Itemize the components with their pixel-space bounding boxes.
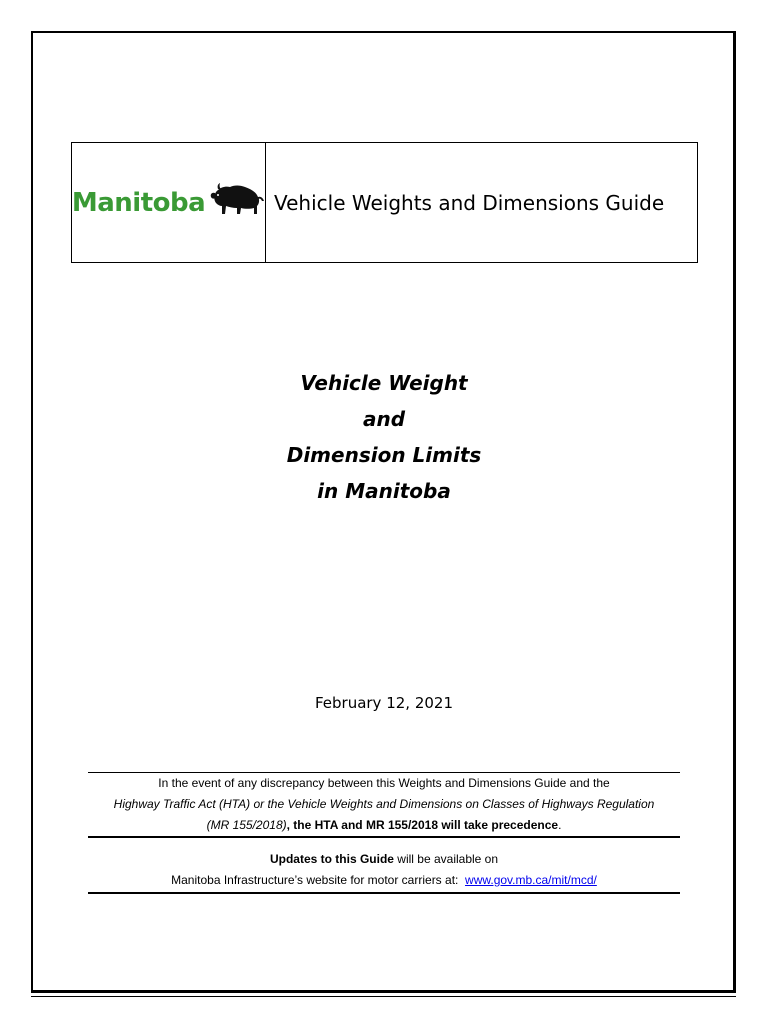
updates-text: will be available on: [393, 852, 499, 866]
disclaimer-line-3: [88, 815, 680, 836]
mcd-website-link[interactable]: www.gov.mb.ca/mit/mcd/: [465, 873, 597, 887]
updates-heading: Updates to this Guide: [269, 852, 394, 866]
divider-bottom: [88, 892, 680, 894]
logo-wordmark: Manitoba: [71, 187, 206, 218]
disclaimer-period: .: [558, 818, 562, 832]
disclaimer-line-1: In the event of any discrepancy between this Weights and Dimensions Guide and the: [158, 776, 610, 790]
disclaimer-notice: [88, 773, 680, 836]
logo-cell: [72, 143, 266, 262]
disclaimer-line-2: Highway Traffic Act (HTA) or the Vehicle Weights and Dimensions on Classes of Highways Regulation: [113, 797, 655, 811]
regulation-reference: (MR 155/2018): [206, 818, 287, 832]
main-title-line-3: Dimension Limits: [286, 443, 482, 467]
title-cell: [266, 143, 697, 262]
main-title-line-1: Vehicle Weight: [300, 371, 468, 395]
bison-icon: [209, 182, 265, 223]
guide-title: Vehicle Weights and Dimensions Guide: [274, 190, 665, 215]
publication-date: February 12, 2021: [314, 694, 454, 712]
website-intro-text: Manitoba Infrastructure’s website for motor carriers at:: [171, 873, 466, 887]
main-title-line-4: in Manitoba: [317, 479, 451, 503]
main-title: [0, 365, 768, 509]
main-title-line-2: and: [362, 407, 406, 431]
precedence-statement: , the HTA and MR 155/2018 will take precedence: [286, 818, 559, 832]
updates-notice: [88, 849, 680, 891]
updates-line-1: [88, 849, 680, 870]
divider-middle: [88, 836, 680, 838]
manitoba-logo: [72, 182, 265, 223]
updates-line-2: [88, 870, 680, 891]
document-header: [71, 142, 698, 263]
